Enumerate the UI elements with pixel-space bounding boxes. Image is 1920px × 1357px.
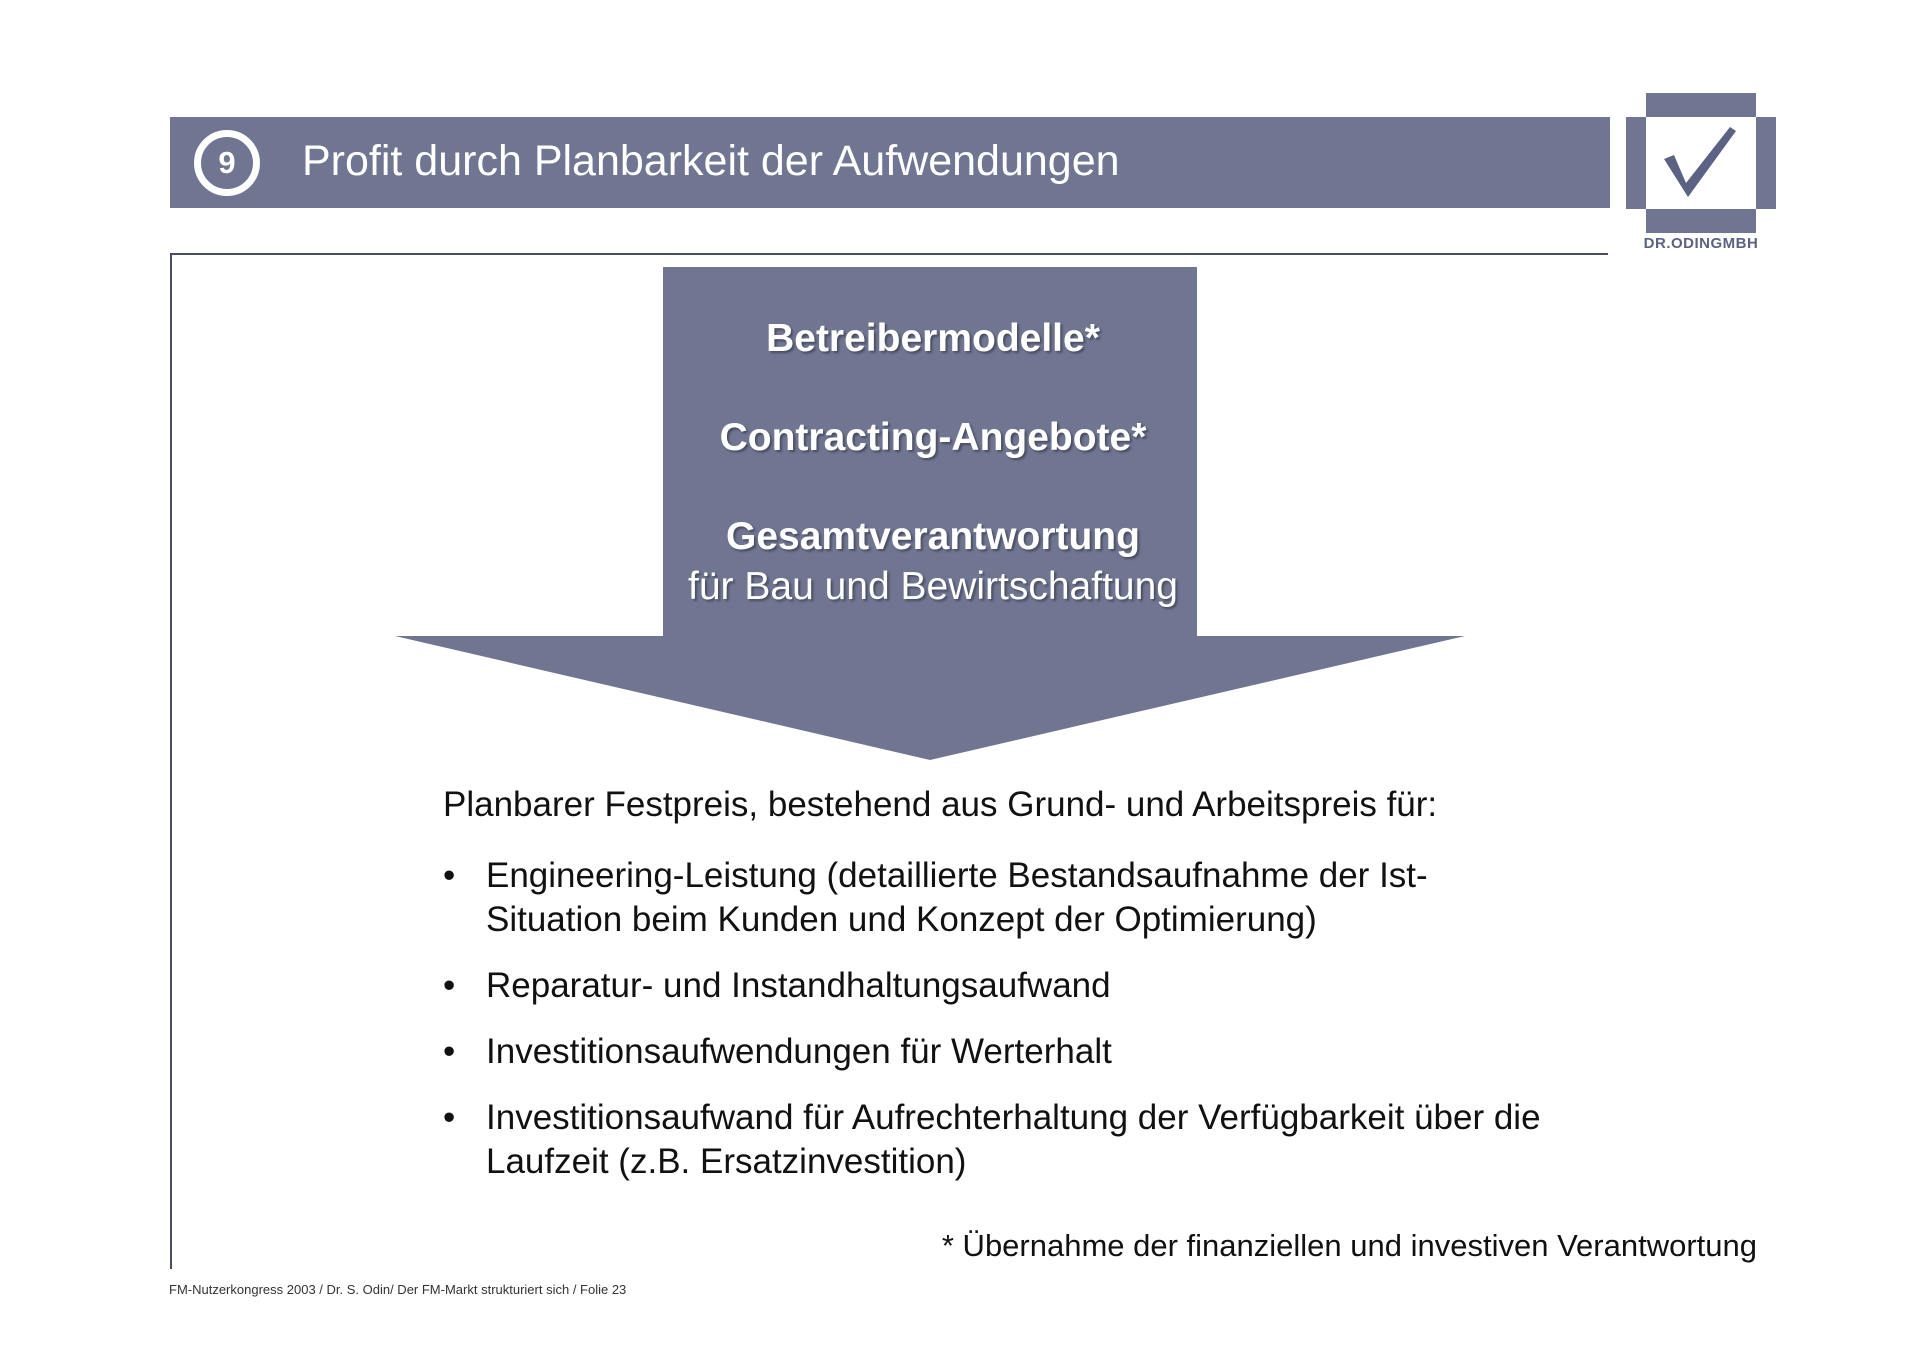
bullet-list — [443, 854, 1593, 1206]
list-item — [443, 1096, 1593, 1184]
page-title: Profit durch Planbarkeit der Aufwendungen — [302, 137, 1120, 185]
footer-citation: FM-Nutzerkongress 2003 / Dr. S. Odin/ Der FM-Markt strukturiert sich / Folie 23 — [169, 1282, 627, 1297]
frame-top-line — [170, 253, 1608, 255]
bullet-icon: • — [443, 1098, 456, 1137]
list-item-text: Investitionsaufwendungen für Werterhalt — [486, 1032, 1112, 1071]
arrow-label-contracting: Contracting-Angebote* — [719, 416, 1147, 459]
checkmark-icon — [1626, 93, 1776, 233]
arrow-label-operator-models: Betreibermodelle* — [766, 317, 1100, 360]
list-item — [443, 1030, 1593, 1074]
list-item — [443, 964, 1593, 1008]
bullet-icon: • — [443, 856, 456, 895]
arrow-label-construction-management: für Bau und Bewirtschaftung — [688, 565, 1178, 608]
company-logo — [1626, 93, 1776, 258]
frame-left-line — [170, 253, 172, 1269]
slide-number-badge: 9 — [194, 130, 260, 196]
bullet-icon: • — [443, 966, 456, 1005]
arrow-label-overall-responsibility: Gesamtverantwortung — [726, 515, 1140, 558]
list-item-text: Engineering-Leistung (detaillierte Bestandsaufnahme der Ist-Situation beim Kunden und Konzept der Optimierung) — [486, 856, 1428, 939]
list-item-text: Reparatur- und Instandhaltungsaufwand — [486, 966, 1111, 1005]
company-name: DR.ODINGMBH — [1643, 235, 1759, 252]
intro-text: Planbarer Festpreis, bestehend aus Grund- und Arbeitspreis für: — [443, 785, 1438, 824]
bullet-icon: • — [443, 1032, 456, 1071]
list-item-text: Investitionsaufwand für Aufrechterhaltung der Verfügbarkeit über die Laufzeit (z.B. Ersatzinvestition) — [486, 1098, 1541, 1181]
title-bar — [170, 117, 1610, 208]
list-item — [443, 854, 1593, 942]
footnote: * Übernahme der finanziellen und investiven Verantwortung — [941, 1228, 1757, 1263]
